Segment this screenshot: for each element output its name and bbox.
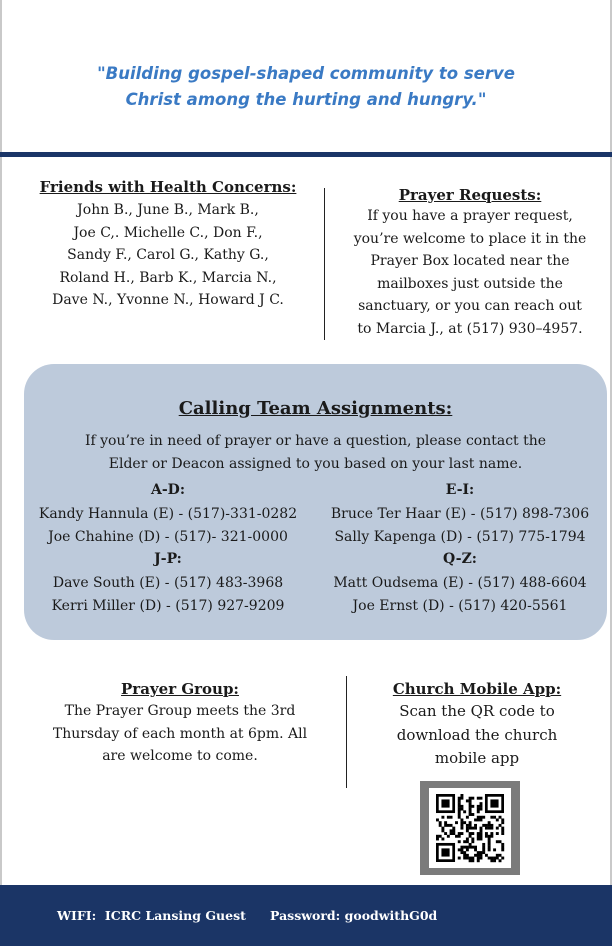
prayer-group-line: The Prayer Group meets the 3rd xyxy=(64,703,296,719)
wifi-network: WIFI: ICRC Lansing Guest xyxy=(57,908,246,923)
header-rule xyxy=(0,152,612,157)
prayer-request-line: Prayer Box located near the xyxy=(370,253,570,269)
contact-line: Joe Chahine (D) - (517)- 321-0000 xyxy=(48,529,288,545)
qr-code-pattern xyxy=(429,788,511,868)
qr-code-image xyxy=(429,788,511,868)
health-line: Dave N., Yvonne N., Howard J C. xyxy=(52,292,284,308)
health-line: Sandy F., Carol G., Kathy G., xyxy=(67,247,269,263)
group-label: Q-Z: xyxy=(443,551,477,567)
qr-code-icon[interactable] xyxy=(420,781,520,875)
contact-line: Kandy Hannula (E) - (517)-331-0282 xyxy=(38,505,298,522)
health-line: John B., June B., Mark B., xyxy=(77,202,259,218)
mobile-app-line: Scan the QR code to xyxy=(399,702,555,720)
contact-line: Kerri Miller (D) - (517) 927-9209 xyxy=(51,598,285,614)
column-divider xyxy=(324,188,325,340)
health-line: Roland H., Barb K., Marcia N., xyxy=(59,269,277,286)
page-edge-left xyxy=(0,0,2,885)
mission-quote xyxy=(0,61,612,113)
prayer-requests-section xyxy=(334,186,606,340)
health-concerns-section xyxy=(14,178,322,312)
prayer-group-line: are welcome to come. xyxy=(102,748,258,764)
mobile-app-title: Church Mobile App: xyxy=(392,680,562,698)
mobile-app-line: mobile app xyxy=(434,749,520,767)
prayer-request-line: mailboxes just outside the xyxy=(377,275,563,292)
contact-line: Sally Kapenga (D) - (517) 775-1794 xyxy=(334,529,586,545)
footer-bar xyxy=(0,885,612,946)
calling-intro-line-1: If you’re in need of prayer or have a question, please contact the xyxy=(84,433,547,449)
group-j-p xyxy=(20,548,316,619)
quote-line-2: Christ among the hurting and hungry." xyxy=(125,90,487,109)
contact-line: Bruce Ter Haar (E) - (517) 898-7306 xyxy=(330,505,590,522)
wifi-password: Password: goodwithG0d xyxy=(270,908,438,923)
prayer-request-line: to Marcia J., at (517) 930–4957. xyxy=(357,320,583,337)
group-label: E-I: xyxy=(445,482,475,498)
calling-intro-line-2: Elder or Deacon assigned to you based on your last name. xyxy=(108,455,523,472)
prayer-group-section xyxy=(30,680,330,768)
group-label: J-P: xyxy=(154,551,182,567)
quote-line-1: "Building gospel-shaped community to serve xyxy=(97,64,515,83)
calling-team-title: Calling Team Assignments: xyxy=(178,398,453,419)
prayer-request-line: you’re welcome to place it in the xyxy=(353,230,587,247)
mobile-app-section xyxy=(354,680,600,771)
group-q-z xyxy=(312,548,608,619)
prayer-requests-title: Prayer Requests: xyxy=(398,186,542,204)
column-divider xyxy=(346,676,347,788)
contact-line: Matt Oudsema (E) - (517) 488-6604 xyxy=(333,574,587,591)
group-e-i xyxy=(312,479,608,550)
group-label: A-D: xyxy=(151,482,185,498)
mobile-app-line: download the church xyxy=(396,725,558,744)
prayer-group-line: Thursday of each month at 6pm. All xyxy=(52,725,308,742)
prayer-group-title: Prayer Group: xyxy=(121,680,239,698)
prayer-request-line: sanctuary, or you can reach out xyxy=(358,298,582,314)
calling-team-panel xyxy=(24,364,607,640)
contact-line: Dave South (E) - (517) 483-3968 xyxy=(52,574,284,591)
health-concerns-title: Friends with Health Concerns: xyxy=(39,178,297,196)
health-line: Joe C,. Michelle C., Don F., xyxy=(73,224,263,241)
calling-team-intro xyxy=(24,430,607,475)
group-a-d xyxy=(20,479,316,550)
contact-line: Joe Ernst (D) - (517) 420-5561 xyxy=(352,598,568,614)
prayer-request-line: If you have a prayer request, xyxy=(367,208,573,224)
